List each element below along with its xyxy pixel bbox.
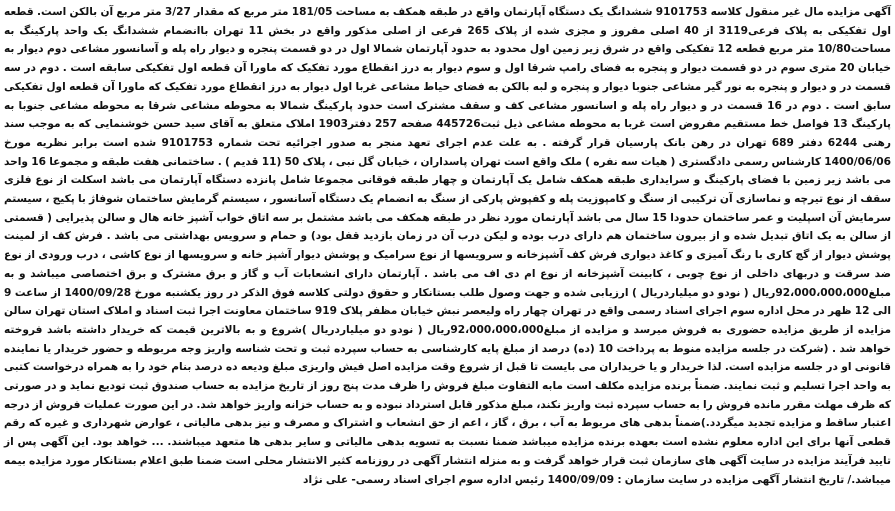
auction-notice-text: آگهی مزایده مال غیر منقول کلاسه 9101753 ششدانگ یک دستگاه آپارتمان واقع در طبقه همکف به مساحت 181/05 متر مربع که مقدار 3/27 متر مربع آن بالکن است. قطعه اول تفکیکی به پلاک فرعی3119 از 40 اصلی مفروز و مجزی شده از پلاک 265 فرعی از اصلی مذکور واقع در بخش 11 تهران باانضمام ششدانگ یک واحد پارکینگ به مساحت10/80 متر مربع قطعه 12 تفکیکی واقع در شرق زیر زمین اول محدود به حدود آپارتمان شمالا اول در دو قسمت پنجره و دیوار راه پله و آسانسور مشاعی دوم دیوار به خیابان 20 متری سوم در دو قسمت دیوار و پنجره به فضای رامپ شرقا اول و سوم دیوار به درز انقطاع مورد تفکیک که ماورا آن قطعه اول تفکیکی سابقه است . دوم در سه قسمت در و دیوار و پنجره به نور گیر مشاعی جنوبا دیوار و پنجره و لبه بالکن به فضای حیاط مشاعی غربا اول دیوار به درز انقطاع مورد تفکیک که ماورا آن قطعه اول تفکیکی سابق است . دوم در 16 قسمت در و دیوار راه پله و اسانسور مشاعی کف و سقف مشترک است حدود پارکینگ شمالا به محوطه مشاعی شرقا به محوطه مشاعی جنوبا به پارکینگ 13 فواصل خط مستقیم مفروض است غربا به محوطه مشاعی ذیل ثبت445726 صفحه 257 دفتر1903 املاک متعلق به آقای سید حسن خوشنمایی که به موجب سند رهنی 6244 دفتر 689 تهران در رهن بانک پارسیان قرار گرفته . به علت عدم اجرای تعهد منجر به صدور اجرائیه تحت شماره 9101753 شده است برابر نظریه مورخ 1400/06/06 کارشناس رسمی دادگستری ( هیات سه نفره ) ملک واقع است تهران پاسداران ، خیابان گل نبی ، پلاک 50 (11 قدیم ) . ساختمانی هفت طبقه و مجموعا 16 واحد می باشد زیر زمین با فضای پارکینگ و سرایداری طبقه همکف شامل یک آپارتمان و چهار طبقه فوقانی مجموعا شامل پانزده دستگاه آپارتمان می باشد اسکلت از نوع فلزی سقف از نوع تیرچه و نماسازی آن ترکیبی از سنگ و کامپوزیت پله و کفپوش پارکی از سنگ به انضمام یک دستگاه آسانسور ، سیستم گرمایش ساختمان شوفاژ با پکیج ، سیستم سرمایش آن اسپلیت و عمر ساختمان حدودا 15 سال می باشد آپارتمان مورد نظر در طبقه همکف می باشد مشتمل بر سه اتاق خواب آشپز خانه هال و سالن پذیرایی ( قسمتی از سالن به یک اتاق تبدیل شده و از بیرون ساختمان هم دارای درب بوده و لیکن درب آن در زمان بازدید قفل بود) و حمام و سرویس بهداشتی می باشد . فرش کف از لمینت پوشش دیوار از گچ کاری با رنگ آمیزی و کاغذ دیواری فرش کف آشپزخانه و سرویسها از نوع سرامیک و پوشش دیوار آشپز خانه و سرویسها از نوع کاشی ، درب ورودی از نوع ضد سرقت و دربهای داخلی از نوع چوبی ، کابینت آشپزخانه از نوع ام دی اف می باشد . آپارتمان دارای انشعابات آب و گاز و برق مشترک و برق اختصاصی میباشد و به مبلغ92،000،000،000ریال ( نودو دو میلیاردریال ) ارزیابی شده و جهت وصول طلب بستانکار و حقوق دولتی کلاسه فوق الذکر در روز یکشنبه مورخ 1400/09/28 از ساعت 9 الی 12 ظهر در محل اداره سوم اجرای اسناد رسمی واقع در تهران چهار راه ولیعصر نبش خیابان مظفر پلاک 919 ساختمان معاونت اجرا ثبت اسناد و املاک استان تهران سالن مزایده از طریق مزایده حضوری به فروش میرسد و مزایده از مبلغ92،000،000،000ریال ( نودو دو میلیاردریال )شروع و به بالاترین قیمت که خریدار داشته باشد فروخته خواهد شد . (شرکت در جلسه مزایده منوط به پرداخت 10 (ده) درصد از مبلغ پایه کارشناسی به حساب سپرده ثبت و تحت شناسه واریز وجه مربوطه و حضور خریدار یا نماینده قانونی او در جلسه مزایده است. لذا خریدار و یا خریداران می بایست تا قبل از شروع وقت مزایده اصل فیش واریزی مبلغ ودیعه ده درصد بنام خود را به همراه درخواست کتبی به واحد اجرا تسلیم و ثبت نمایند. ضمناً برنده مزایده مکلف است مابه التفاوت مبلغ فروش را ظرف مدت پنج روز از تاریخ مزایده به حساب صندوق ثبت تودیع نماید و در صورتی که ظرف مهلت مقرر مانده فروش را به حساب سپرده ثبت واریز نکند، مبلغ مذکور قابل استرداد نبوده و به حساب خزانه واریز خواهد شد. در این صورت عملیات فروش از درجه اعتبار ساقط و مزایده تجدید میگردد.)ضمناً بدهی های مربوط به آب ، برق ، گاز ، اعم از حق انشعاب و اشتراک و مصرف و نیز بدهی مالیاتی ، عوارض شهرداری و غیره که رقم قطعی آنها برای این اداره معلوم نشده است بعهده برنده مزایده میباشد ضمنا نسبت به تسویه بدهی مالیاتی و سایر بدهی ها متعهد میباشند. ... خواهد بود. این آگهی پس از تایید فرآیند مزایده در سایت آگهی های سازمان ثبت قرار خواهد گرفت و به منزله انتشار آگهی در روزنامه کثیر الانتشار محلی است ضمنا طبق اعلام بستانکار مورد مزایده بیمه میباشد./ تاریخ انتشار آگهی مزایده در سایت سازمان : 1400/09/09 رئیس اداره سوم اجرای اسناد رسمی- علی نژاد	[4, 6, 892, 486]
